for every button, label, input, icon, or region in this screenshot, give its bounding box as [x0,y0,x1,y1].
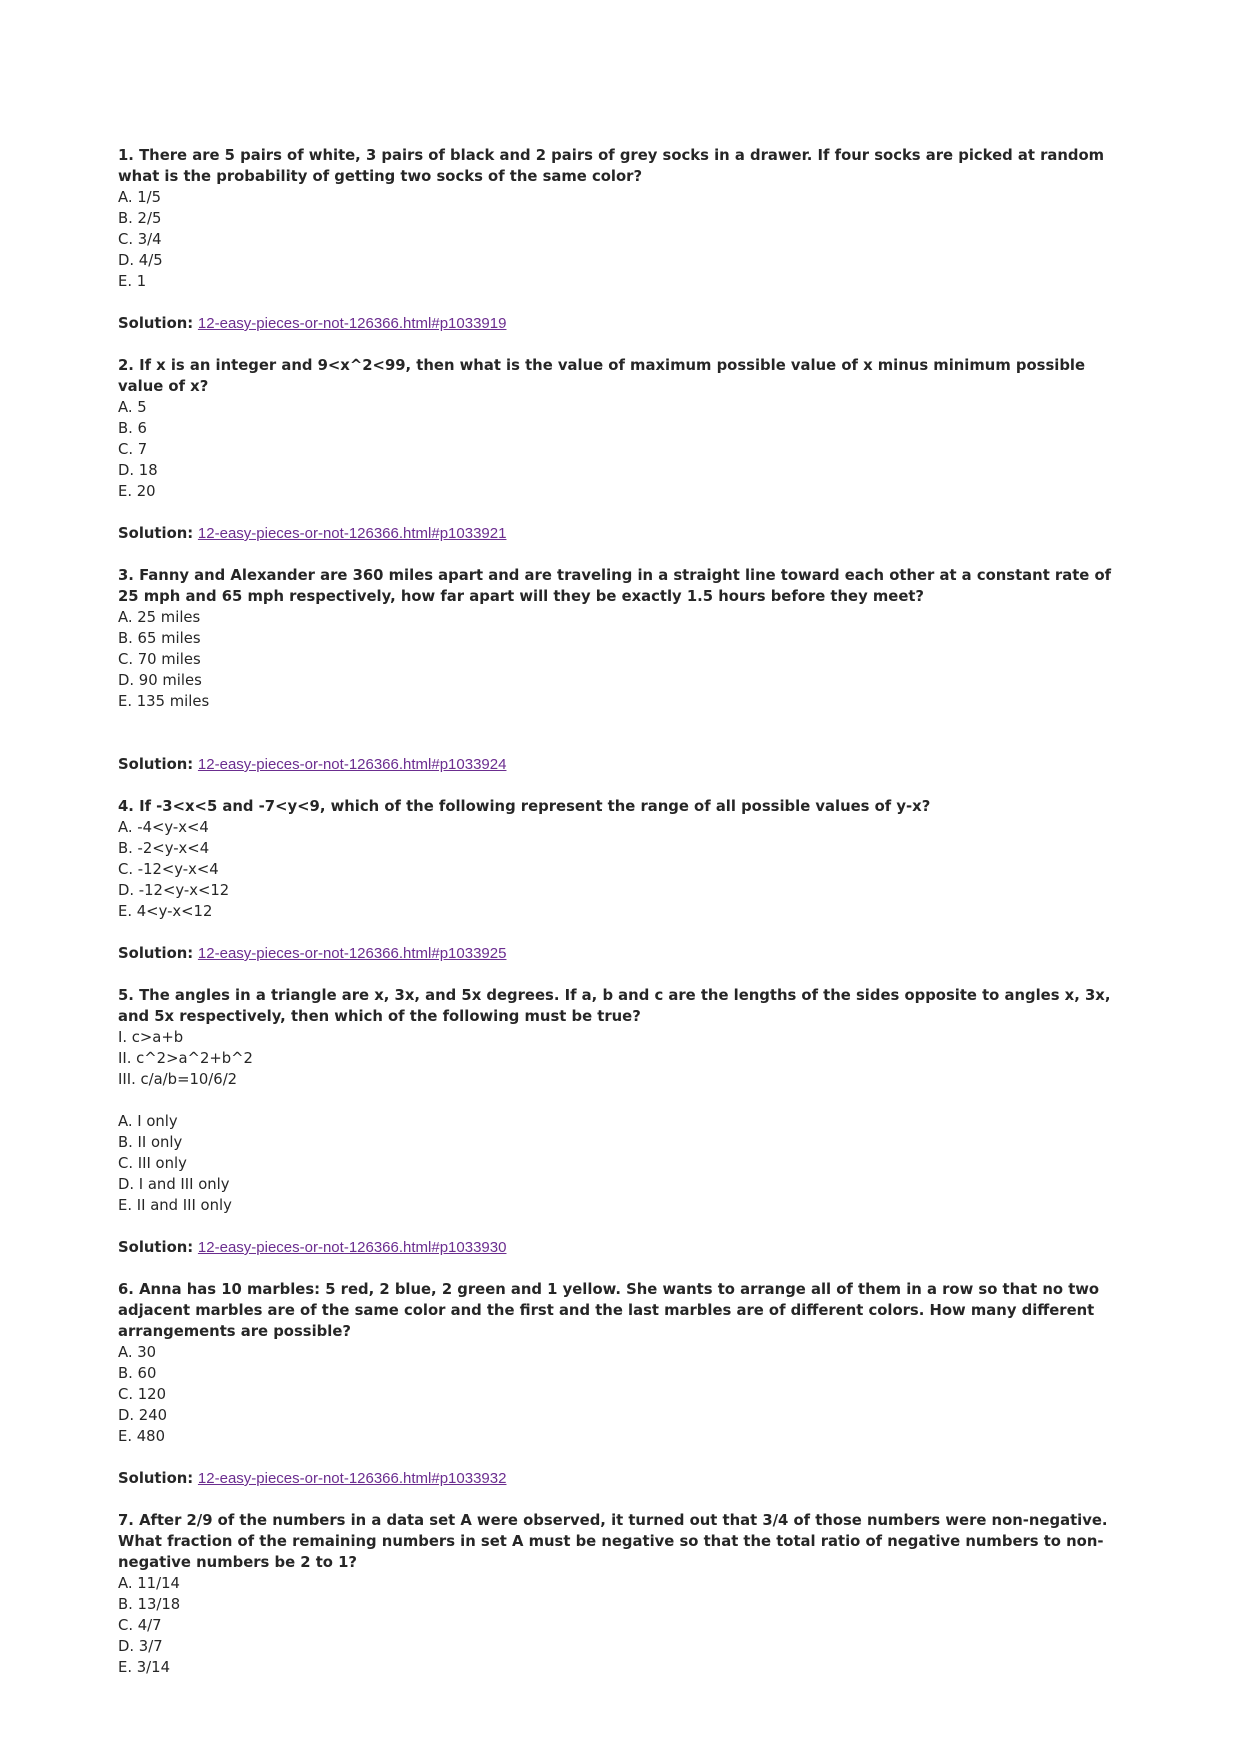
question-7 [118,1510,1128,1678]
option-a: A. I only [118,1113,178,1130]
answer-options [118,817,1128,922]
option-a: A. 11/14 [118,1575,180,1592]
option-b: B. 13/18 [118,1596,181,1613]
answer-options [118,1573,1128,1678]
solution-line [118,754,1128,775]
solution-link[interactable]: 12-easy-pieces-or-not-126366.html#p1033924 [197,756,507,773]
question-text: 1. There are 5 pairs of white, 3 pairs of black and 2 pairs of grey socks in a drawer. If four socks are picked at random what is the probability of getting two socks of the same color? [118,147,1105,185]
option-a: A. 1/5 [118,189,162,206]
option-b: B. II only [118,1134,183,1151]
option-a: A. 25 miles [118,609,201,626]
solution-label: Solution: [118,756,194,773]
option-b: B. 65 miles [118,630,201,647]
answer-options [118,187,1128,292]
option-c: C. 120 [118,1386,166,1403]
solution-line [118,1237,1128,1258]
option-e: E. 4<y-x<12 [118,903,213,920]
question-4 [118,796,1128,964]
solution-label: Solution: [118,525,194,542]
option-a: A. 30 [118,1344,157,1361]
option-d: D. 90 miles [118,672,202,689]
statements [118,1027,1128,1090]
solution-link[interactable]: 12-easy-pieces-or-not-126366.html#p1033932 [197,1470,507,1487]
option-a: A. -4<y-x<4 [118,819,209,836]
solution-label: Solution: [118,945,194,962]
answer-options [118,607,1128,712]
option-b: B. 6 [118,420,147,437]
solution-line [118,943,1128,964]
option-e: E. II and III only [118,1197,232,1214]
option-d: D. 4/5 [118,252,163,269]
option-d: D. -12<y-x<12 [118,882,230,899]
solution-label: Solution: [118,1239,194,1256]
solution-line [118,523,1128,544]
option-b: B. 2/5 [118,210,162,227]
option-c: C. 7 [118,441,148,458]
option-c: C. 70 miles [118,651,201,668]
solution-label: Solution: [118,1470,194,1487]
option-d: D. 18 [118,462,158,479]
question-text: 4. If -3<x<5 and -7<y<9, which of the following represent the range of all possible values of y-x? [118,798,931,815]
solution-link[interactable]: 12-easy-pieces-or-not-126366.html#p1033921 [197,525,507,542]
option-e: E. 480 [118,1428,165,1445]
answer-options [118,1342,1128,1447]
option-d: D. 3/7 [118,1638,163,1655]
option-e: E. 20 [118,483,156,500]
question-text: 3. Fanny and Alexander are 360 miles apart and are traveling in a straight line toward each other at a constant rate of 25 mph and 65 mph respectively, how far apart will they be exactly 1.5 hours before they meet? [118,567,1112,605]
question-text: 7. After 2/9 of the numbers in a data set A were observed, it turned out that 3/4 of those numbers were non-negative. What fraction of the remaining numbers in set A must be negative so that the total ratio of negative numbers to non-negative numbers be 2 to 1? [118,1512,1108,1571]
solution-line [118,313,1128,334]
solution-link[interactable]: 12-easy-pieces-or-not-126366.html#p1033930 [197,1239,507,1256]
spacer [118,1090,1128,1111]
question-6 [118,1279,1128,1489]
statement-iii: III. c/a/b=10/6/2 [118,1071,238,1088]
option-e: E. 3/14 [118,1659,170,1676]
option-d: D. I and III only [118,1176,230,1193]
option-d: D. 240 [118,1407,168,1424]
answer-options [118,1111,1128,1216]
question-text: 5. The angles in a triangle are x, 3x, and 5x degrees. If a, b and c are the lengths of the sides opposite to angles x, 3x, and 5x respectively, then which of the following must be true? [118,987,1111,1025]
question-5 [118,985,1128,1258]
option-c: C. III only [118,1155,187,1172]
question-text: 6. Anna has 10 marbles: 5 red, 2 blue, 2 green and 1 yellow. She wants to arrange all of them in a row so that no two adjacent marbles are of the same color and the first and the last marbles are of different colors. How many different arrangements are possible? [118,1281,1100,1340]
question-2 [118,355,1128,544]
document-body [118,145,1128,1678]
option-b: B. 60 [118,1365,157,1382]
solution-label: Solution: [118,315,194,332]
option-b: B. -2<y-x<4 [118,840,210,857]
option-c: C. 4/7 [118,1617,162,1634]
solution-line [118,1468,1128,1489]
spacer [118,712,1128,754]
solution-link[interactable]: 12-easy-pieces-or-not-126366.html#p1033919 [197,315,507,332]
option-e: E. 1 [118,273,147,290]
option-a: A. 5 [118,399,147,416]
statement-ii: II. c^2>a^2+b^2 [118,1050,253,1067]
option-c: C. 3/4 [118,231,162,248]
answer-options [118,397,1128,502]
statement-i: I. c>a+b [118,1029,184,1046]
solution-link[interactable]: 12-easy-pieces-or-not-126366.html#p1033925 [197,945,507,962]
question-1 [118,145,1128,334]
question-text: 2. If x is an integer and 9<x^2<99, then what is the value of maximum possible value of x minus minimum possible value of x? [118,357,1086,395]
question-3 [118,565,1128,775]
option-c: C. -12<y-x<4 [118,861,219,878]
option-e: E. 135 miles [118,693,210,710]
